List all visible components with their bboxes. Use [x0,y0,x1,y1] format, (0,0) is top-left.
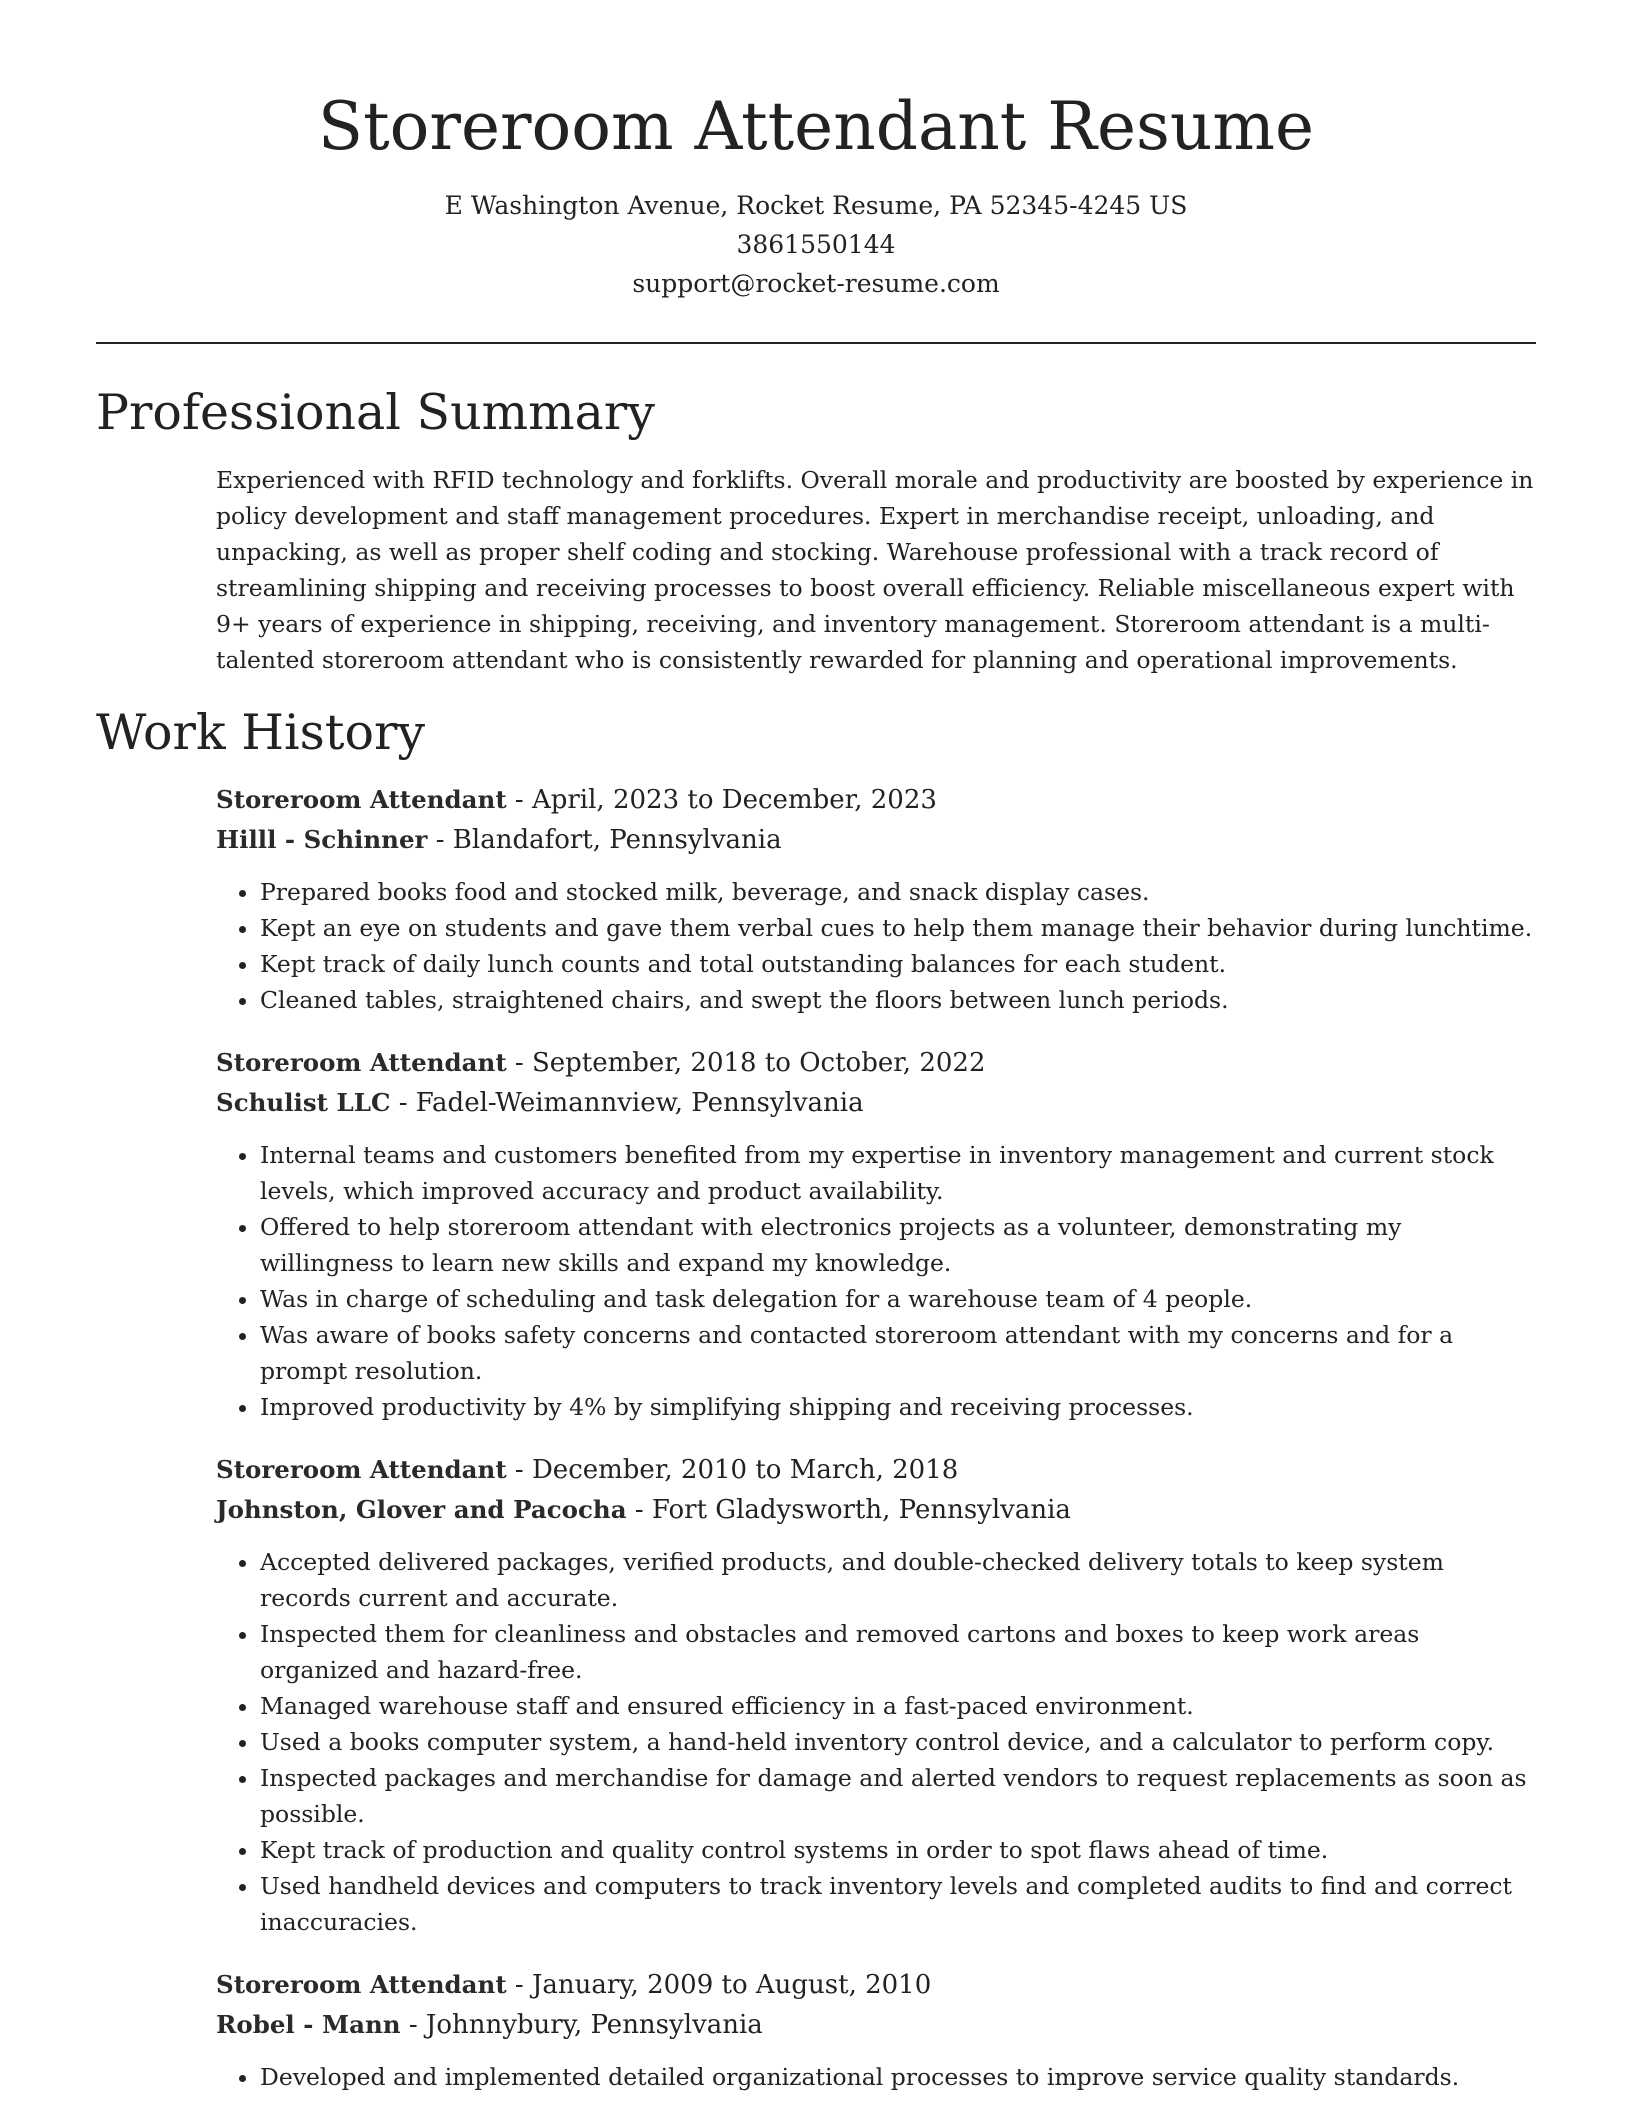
job-duty-item: • Was in charge of scheduling and task delegation for a warehouse team of 4 people. [260,1281,1536,1317]
job-dates: - April, 2023 to December, 2023 [506,785,937,815]
work-history-list [216,780,1536,2120]
job-title-line [216,1043,1536,1083]
job-title: Storeroom Attendant [216,785,507,814]
job-location: - Fort Gladysworth, Pennsylvania [626,1495,1071,1525]
summary-heading: Professional Summary [96,384,655,441]
job-duty-item: • Used handheld devices and computers to track inventory levels and completed audits to find and correct inaccuracies. [260,1868,1536,1940]
summary-text: Experienced with RFID technology and forklifts. Overall morale and productivity are boosted by experience in policy development and staff management procedures. Expert in merchandise receipt, unloading, and unpacking, as well as proper shelf coding and stocking. Warehouse professional with a track record of streamlining shipping and receiving processes to boost overall efficiency. Reliable miscellaneous expert with 9+ years of experience in shipping, receiving, and inventory management. Storeroom attendant is a multi-talented storeroom attendant who is consistently rewarded for planning and operational improvements. [216,466,1534,674]
job-location: - Blandafort, Pennsylvania [427,825,782,855]
contact-email: support@rocket-resume.com [632,269,1000,298]
job-company-line [216,1083,1536,1123]
job-duty-item: • Managed warehouse staff and ensured efficiency in a fast-paced environment. [260,1688,1536,1724]
job-entry [216,1965,1536,2095]
job-duty-item: • Cleaned tables, straightened chairs, and swept the floors between lunch periods. [260,982,1536,1018]
job-company: Johnston, Glover and Pacocha [216,1495,627,1524]
job-company-line [216,1490,1536,1530]
job-dates: - December, 2010 to March, 2018 [506,1455,959,1485]
job-company-line [216,2005,1536,2045]
job-title-line [216,1965,1536,2005]
job-duties [216,2059,1536,2095]
job-company: Hilll - Schinner [216,825,428,854]
job-duty-item: • Used a books computer system, a hand-held inventory control device, and a calculator to perform copy. [260,1724,1536,1760]
job-duties [216,1544,1536,1940]
job-duties [216,1137,1536,1425]
job-company-line [216,820,1536,860]
resume-header [0,82,1632,303]
job-title: Storeroom Attendant [216,1048,507,1077]
job-duty-item: • Accepted delivered packages, verified products, and double-checked delivery totals to keep system records current and accurate. [260,1544,1536,1616]
job-duty-item: • Kept track of production and quality control systems in order to spot flaws ahead of time. [260,1832,1536,1868]
job-title: Storeroom Attendant [216,1970,507,1999]
job-duty-item: • Was aware of books safety concerns and contacted storeroom attendant with my concerns and for a prompt resolution. [260,1317,1536,1389]
contact-address: E Washington Avenue, Rocket Resume, PA 52345-4245 US [444,191,1188,220]
job-entry [216,780,1536,1018]
job-entry [216,1043,1536,1425]
job-duty-item: • Inspected them for cleanliness and obstacles and removed cartons and boxes to keep work areas organized and hazard-free. [260,1616,1536,1688]
resume-title: Storeroom Attendant Resume [317,88,1315,165]
job-location: - Fadel-Weimannview, Pennsylvania [390,1088,864,1118]
header-divider [96,342,1536,344]
job-duty-item: • Offered to help storeroom attendant with electronics projects as a volunteer, demonstrating my willingness to learn new skills and expand my knowledge. [260,1209,1536,1281]
contact-phone: 3861550144 [736,230,896,259]
job-entry [216,1450,1536,1940]
job-duty-item: • Kept an eye on students and gave them verbal cues to help them manage their behavior during lunchtime. [260,910,1536,946]
job-title: Storeroom Attendant [216,1455,507,1484]
job-title-line [216,1450,1536,1490]
job-duty-item: • Kept track of daily lunch counts and total outstanding balances for each student. [260,946,1536,982]
job-dates: - January, 2009 to August, 2010 [506,1970,932,2000]
job-duty-item: • Internal teams and customers benefited from my expertise in inventory management and current stock levels, which improved accuracy and product availability. [260,1137,1536,1209]
job-company: Schulist LLC [216,1088,391,1117]
job-duty-item: • Prepared books food and stocked milk, beverage, and snack display cases. [260,874,1536,910]
contact-block [0,186,1632,303]
job-location: - Johnnybury, Pennsylvania [400,2010,763,2040]
job-company: Robel - Mann [216,2010,401,2039]
job-dates: - September, 2018 to October, 2022 [506,1048,986,1078]
job-duties [216,874,1536,1018]
job-duty-item: • Improved productivity by 4% by simplifying shipping and receiving processes. [260,1389,1536,1425]
job-duty-item: • Developed and implemented detailed organizational processes to improve service quality standards. [260,2059,1536,2095]
work-history-heading: Work History [96,704,426,761]
job-duty-item: • Inspected packages and merchandise for damage and alerted vendors to request replacements as soon as possible. [260,1760,1536,1832]
job-title-line [216,780,1536,820]
